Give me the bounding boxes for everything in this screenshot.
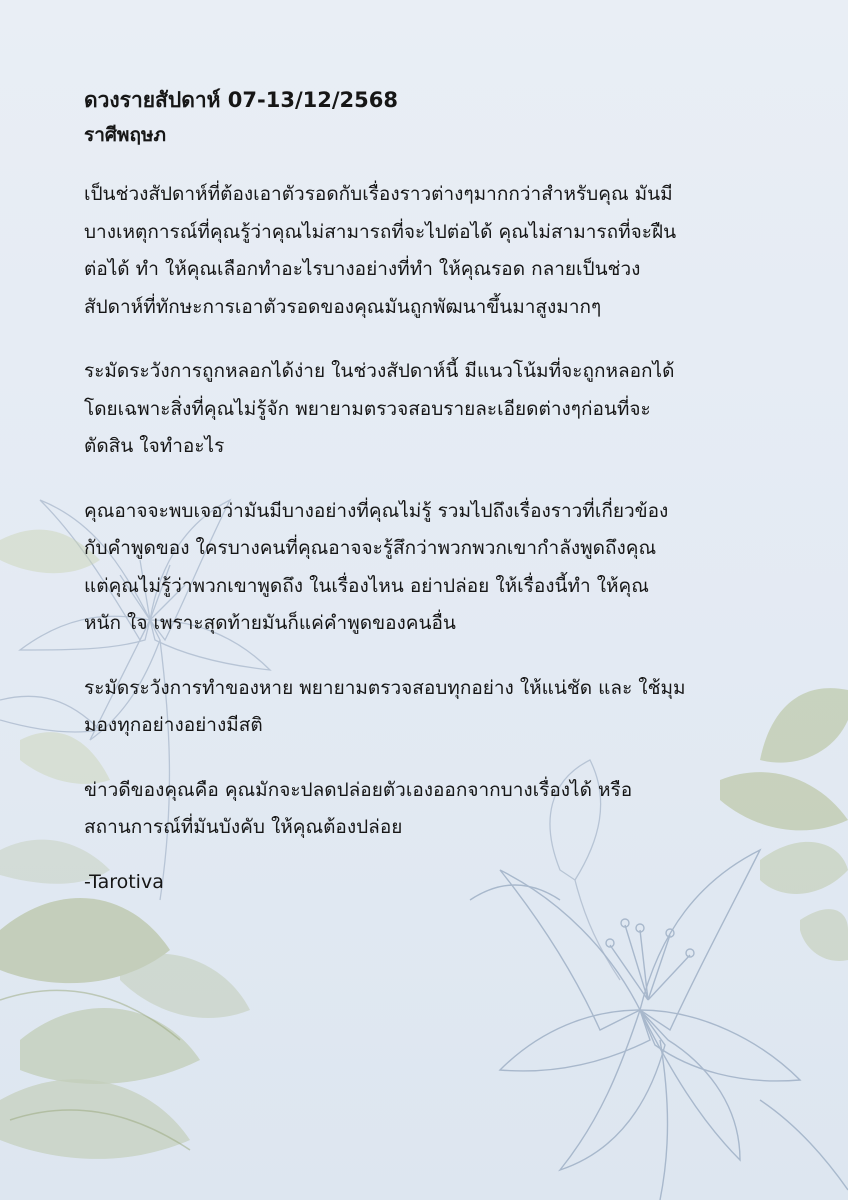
paragraph-1: เป็นช่วงสัปดาห์ที่ต้องเอาตัวรอดกับเรื่องราวต่างๆมากกว่าสำหรับคุณ มันมี บางเหตุการณ์ที่คุณรู้ว่าคุณไม่สามารถที่จะไปต่อได้ คุณไม่สามารถที่จะฝืน ต่อได้ ทำ ให้คุณเลือกทำอะไรบางอย่างที่ทำ ให้คุณรอด กลายเป็นช่วง สัปดาห์ที่ทักษะการเอาตัวรอดของคุณมันถูกพัฒนาขึ้นมาสูงมากๆ <box>84 183 677 318</box>
author-signature: -Tarotiva <box>84 870 164 893</box>
zodiac-sign-heading: ราศีพฤษภ <box>84 124 167 146</box>
page-title: ดวงรายสัปดาห์ 07-13/12/2568 <box>84 88 398 112</box>
paragraph-4: ระมัดระวังการทำของหาย พยายามตรวจสอบทุกอย่าง ให้แน่ชัด และ ใช้มุม มองทุกอย่างอย่างมีสติ <box>84 676 686 736</box>
paragraph-5: ข่าวดีของคุณคือ คุณมักจะปลดปล่อยตัวเองออกจากบางเรื่องได้ หรือ สถานการณ์ที่มันบังคับ ให้คุณต้องปล่อย <box>84 778 633 838</box>
horoscope-content <box>84 80 784 901</box>
paragraph-2: ระมัดระวังการถูกหลอกได้ง่าย ในช่วงสัปดาห์นี้ มีแนวโน้มที่จะถูกหลอกได้ โดยเฉพาะสิ่งที่คุณไม่รู้จัก พยายามตรวจสอบรายละเอียดต่างๆก่อนที่จะ ตัดสิน ใจทำอะไร <box>84 360 675 457</box>
paragraph-3: คุณอาจจะพบเจอว่ามันมีบางอย่างที่คุณไม่รู้ รวมไปถึงเรื่องราวที่เกี่ยวข้อง กับคำพูดของ ใครบางคนที่คุณอาจจะรู้สึกว่าพวกพวกเขากำลังพูดถึงคุณ แต่คุณไม่รู้ว่าพวกเขาพูดถึง ในเรื่องไหน อย่าปล่อย ให้เรื่องนี้ทำ ให้คุณ หนัก ใจ เพราะสุดท้ายมันก็แค่คำพูดของคนอื่น <box>84 499 669 634</box>
lily-bottom-right-illustration <box>470 850 848 1200</box>
